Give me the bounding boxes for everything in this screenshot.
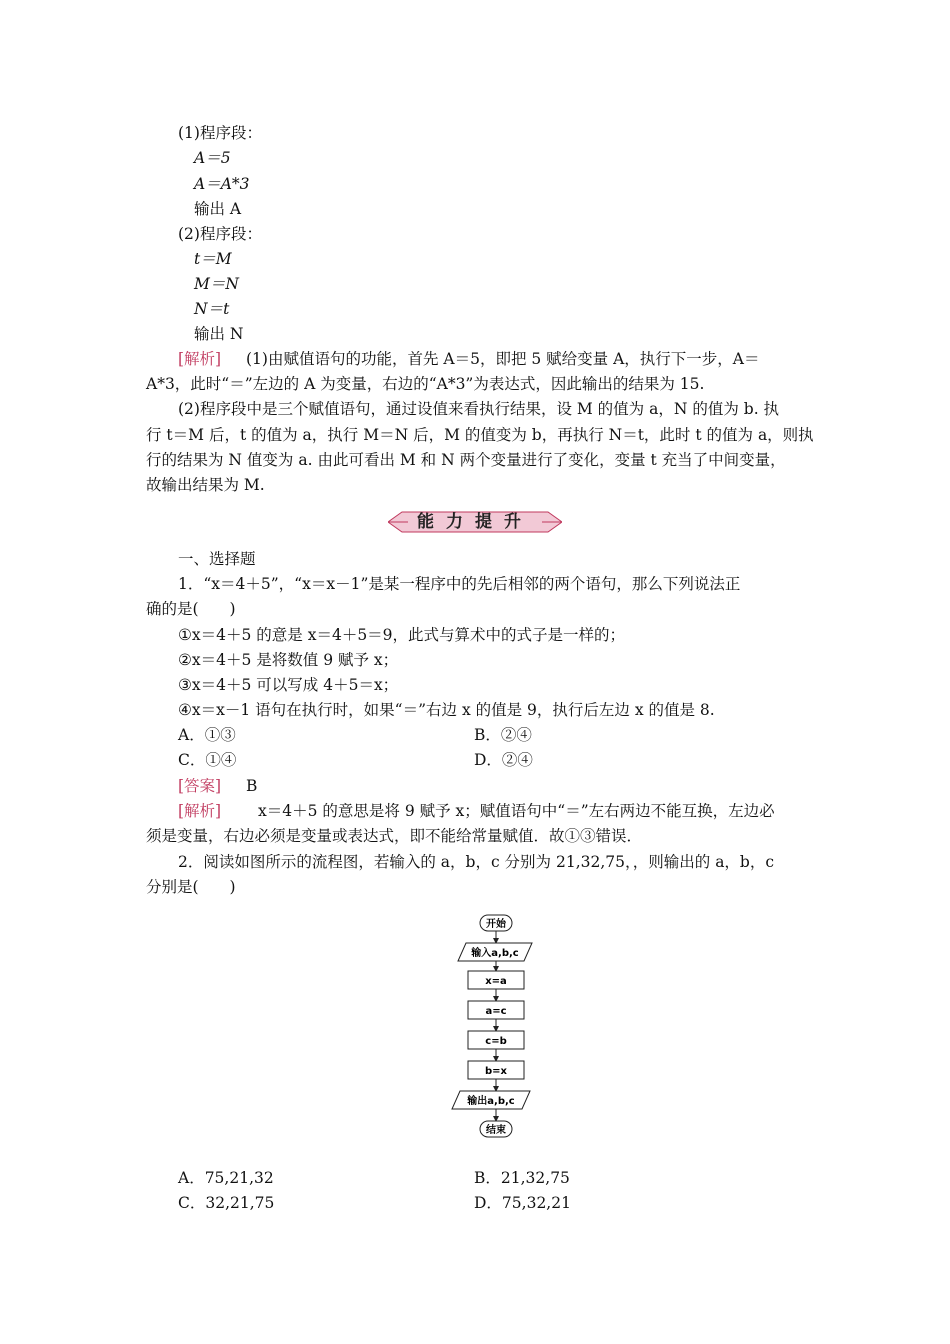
analysis-tag: [解析] bbox=[178, 802, 222, 820]
q1-option-c: C．①④ bbox=[178, 751, 237, 769]
start-label: 开始 bbox=[486, 919, 506, 930]
analysis-line: (2)程序段中是三个赋值语句，通过设值来看执行结果，设 M 的值为 a，N 的值为 b. 执 bbox=[178, 400, 780, 418]
q1-stem: 确的是( ) bbox=[146, 600, 236, 618]
section-type: 一、选择题 bbox=[178, 550, 256, 568]
code-line: 输出 N bbox=[194, 325, 244, 343]
code-line: t＝M bbox=[194, 250, 232, 268]
q1-statement: ③x＝4＋5 可以写成 4＋5＝x； bbox=[178, 676, 399, 694]
process-label: a=c bbox=[485, 1006, 507, 1017]
code-line: N＝t bbox=[194, 300, 230, 318]
input-label: 输入a,b,c bbox=[471, 948, 519, 959]
analysis-line: 行 t＝M 后，t 的值为 a，执行 M＝N 后，M 的值变为 b，再执行 N＝t，此时 t 的值为 a，则执 bbox=[146, 426, 814, 444]
q1-statement: ④x＝x－1 语句在执行时，如果“＝”右边 x 的值是 9，执行后左边 x 的值是 8. bbox=[178, 701, 715, 719]
q2-stem: 2．阅读如图所示的流程图，若输入的 a，b，c 分别为 21,32,75，，则输出的 a，b，c bbox=[178, 853, 775, 871]
q1-statement: ①x＝4＋5 的意是 x＝4＋5＝9，此式与算术中的式子是一样的； bbox=[178, 626, 626, 644]
q2-option-a: A．75,21,32 bbox=[178, 1169, 274, 1187]
section-heading bbox=[388, 510, 562, 534]
analysis-line: x＝4＋5 的意思是将 9 赋予 x；赋值语句中“＝”左右两边不能互换，左边必 bbox=[258, 802, 775, 820]
part2-label: (2)程序段： bbox=[178, 225, 262, 243]
analysis-line: 故输出结果为 M. bbox=[146, 476, 265, 494]
section-heading-text: 能力提升 bbox=[417, 512, 533, 532]
code-line: M＝N bbox=[194, 275, 239, 293]
q2-stem: 分别是( ) bbox=[146, 878, 236, 896]
analysis-line: (1)由赋值语句的功能，首先 A＝5，即把 5 赋给变量 A，执行下一步，A＝ bbox=[246, 350, 760, 368]
answer-value: B bbox=[246, 777, 258, 795]
q1-option-a: A．①③ bbox=[178, 726, 236, 744]
analysis-line: 须是变量，右边必须是变量或表达式，即不能给常量赋值．故①③错误． bbox=[146, 827, 643, 845]
q2-option-c: C．32,21,75 bbox=[178, 1194, 275, 1212]
end-label: 结束 bbox=[486, 1125, 506, 1136]
q1-statement: ②x＝4＋5 是将数值 9 赋予 x； bbox=[178, 651, 399, 669]
q2-option-b: B．21,32,75 bbox=[474, 1169, 570, 1187]
flowchart bbox=[430, 905, 560, 1155]
q1-stem: 1．“x＝4＋5”，“x＝x－1”是某一程序中的先后相邻的两个语句，那么下列说法正 bbox=[178, 575, 741, 593]
q2-option-d: D．75,32,21 bbox=[474, 1194, 571, 1212]
analysis-line: A*3，此时“＝”左边的 A 为变量，右边的“A*3”为表达式，因此输出的结果为 15. bbox=[146, 375, 705, 393]
code-line: A＝A*3 bbox=[194, 175, 250, 193]
code-line: A＝5 bbox=[194, 149, 231, 167]
process-label: c=b bbox=[485, 1036, 507, 1047]
answer-tag: [答案] bbox=[178, 777, 222, 795]
code-line: 输出 A bbox=[194, 200, 242, 218]
process-label: x=a bbox=[485, 976, 507, 987]
analysis-tag: [解析] bbox=[178, 350, 222, 368]
q1-option-b: B．②④ bbox=[474, 726, 532, 744]
analysis-line: 行的结果为 N 值变为 a. 由此可看出 M 和 N 两个变量进行了变化，变量 t 充当了中间变量， bbox=[146, 451, 786, 469]
q1-option-d: D．②④ bbox=[474, 751, 533, 769]
output-label: 输出a,b,c bbox=[467, 1096, 515, 1107]
process-label: b=x bbox=[485, 1066, 507, 1077]
part1-label: (1)程序段： bbox=[178, 124, 262, 142]
